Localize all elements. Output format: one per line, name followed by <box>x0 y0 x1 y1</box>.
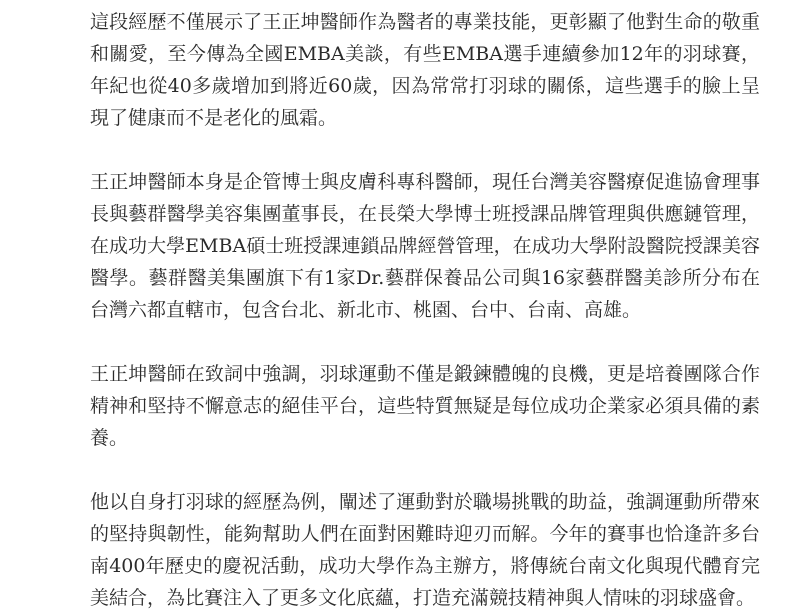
article-paragraph: 這段經歷不僅展示了王正坤醫師作為醫者的專業技能，更彰顯了他對生命的敬重和關愛，至今傳為全國EMBA美談，有些EMBA選手連續參加12年的羽球賽，年紀也從40多歲增加到將近60歲，因為常常打羽球的關係，這些選手的臉上呈現了健康而不是老化的風霜。 <box>90 11 760 129</box>
article-paragraph: 王正坤醫師本身是企管博士與皮膚科專科醫師，現任台灣美容醫療促進協會理事長與藝群醫學美容集團董事長，在長榮大學博士班授課品牌管理與供應鏈管理，在成功大學EMBA碩士班授課連鎖品牌經營管理，在成功大學附設醫院授課美容醫學。藝群醫美集團旗下有1家Dr.藝群保養品公司與16家藝群醫美診所分布在台灣六都直轄市，包含台北、新北市、桃園、台中、台南、高雄。 <box>90 171 760 321</box>
article-paragraph: 他以自身打羽球的經歷為例，闡述了運動對於職場挑戰的助益，強調運動所帶來的堅持與韌性，能夠幫助人們在面對困難時迎刃而解。今年的賽事也恰逢許多台南400年歷史的慶祝活動，成功大學作為主辦方，將傳統台南文化與現代體育完美結合，為比賽注入了更多文化底蘊，打造充滿競技精神與人情味的羽球盛會。 <box>90 491 760 609</box>
article-body <box>90 6 760 614</box>
article-paragraph: 王正坤醫師在致詞中強調，羽球運動不僅是鍛鍊體魄的良機，更是培養團隊合作精神和堅持不懈意志的絕佳平台，這些特質無疑是每位成功企業家必須具備的素養。 <box>90 363 760 449</box>
